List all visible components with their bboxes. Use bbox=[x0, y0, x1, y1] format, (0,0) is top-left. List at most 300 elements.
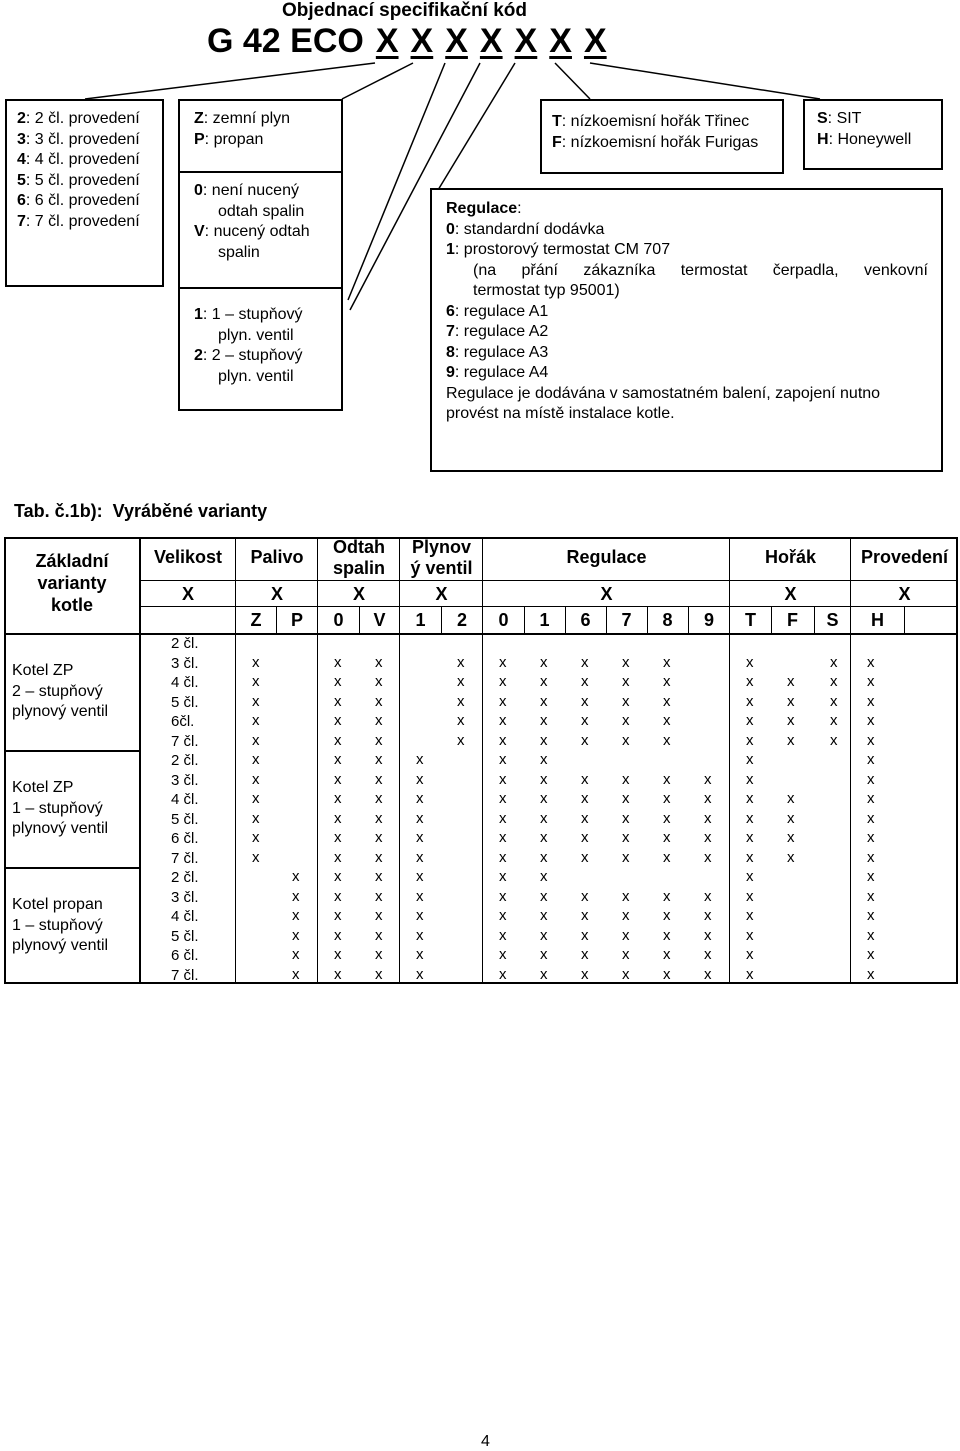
size-cell: 2 čl. bbox=[171, 752, 199, 769]
mark-cell: x bbox=[622, 712, 630, 729]
mark-cell: x bbox=[867, 926, 875, 944]
mark-cell: x bbox=[499, 770, 507, 788]
valve-1: 1: 1 – stupňový bbox=[194, 306, 303, 323]
mark-cell: x bbox=[746, 887, 754, 905]
mark-cell: x bbox=[334, 926, 342, 944]
spec-title: Objednací specifikační kód bbox=[282, 0, 527, 21]
mark-cell: x bbox=[375, 907, 383, 924]
mark-cell: x bbox=[704, 790, 712, 807]
mark-cell: x bbox=[867, 751, 875, 768]
mark-cell: x bbox=[499, 848, 507, 866]
box-regulace bbox=[430, 188, 943, 472]
mark-cell: x bbox=[581, 809, 589, 827]
mark-cell: x bbox=[375, 926, 383, 944]
provedeni-line-2: 2: 2 čl. provedení bbox=[17, 110, 140, 127]
mark-cell: x bbox=[416, 965, 424, 983]
mark-cell: x bbox=[416, 946, 424, 963]
mark-cell: x bbox=[663, 809, 671, 827]
size-cell: 4 čl. bbox=[171, 908, 199, 925]
mark-cell: x bbox=[252, 848, 260, 866]
mark-cell: x bbox=[581, 673, 589, 690]
mark-cell: x bbox=[663, 653, 671, 671]
provedeni-line-6: 6: 6 čl. provedení bbox=[17, 192, 140, 209]
regulace-1-note-a: (na přání zákazníka termostat čerpadla, venkovní bbox=[473, 261, 928, 279]
mark-cell: x bbox=[334, 731, 342, 749]
mark-cell: x bbox=[499, 673, 507, 690]
mark-cell: x bbox=[375, 692, 383, 710]
mark-cell: x bbox=[746, 946, 754, 963]
mark-cell: x bbox=[499, 809, 507, 827]
col-header-plynovy-a: Plynov bbox=[411, 537, 472, 557]
subcol-label-6: 6 bbox=[580, 610, 591, 630]
mark-cell: x bbox=[622, 965, 630, 983]
mark-cell: x bbox=[457, 692, 465, 710]
group-label-line: Kotel ZP bbox=[12, 779, 74, 796]
mark-cell: x bbox=[830, 712, 838, 729]
size-cell: 3 čl. bbox=[171, 771, 199, 789]
regulace-note-a: Regulace je dodávána v samostatném balení, zapojení nutno bbox=[446, 384, 881, 402]
col-header-odtah-a: Odtah bbox=[333, 537, 385, 557]
mark-cell: x bbox=[622, 653, 630, 671]
size-cell: 6 čl. bbox=[171, 947, 199, 964]
mark-cell: x bbox=[581, 692, 589, 710]
mark-cell: x bbox=[704, 829, 712, 846]
mark-cell: x bbox=[416, 887, 424, 905]
mark-cell: x bbox=[499, 731, 507, 749]
size-cell: 5 čl. bbox=[171, 927, 199, 945]
mark-cell: x bbox=[499, 712, 507, 729]
mark-cell: x bbox=[540, 887, 548, 905]
header-bottom-rule bbox=[4, 633, 958, 635]
mark-cell: x bbox=[416, 770, 424, 788]
basic-header-line: kotle bbox=[50, 595, 93, 615]
x-marker: X bbox=[435, 584, 448, 604]
divider bbox=[180, 171, 341, 173]
valve-2: 2: 2 – stupňový bbox=[194, 347, 303, 364]
mark-cell: x bbox=[252, 829, 260, 846]
divider bbox=[180, 287, 341, 289]
mark-cell: x bbox=[292, 887, 300, 905]
size-cell: 3 čl. bbox=[171, 654, 199, 672]
mark-cell: x bbox=[375, 868, 383, 885]
mark-cell: x bbox=[704, 887, 712, 905]
mark-cell: x bbox=[252, 809, 260, 827]
fuel-z: Z: zemní plyn bbox=[194, 110, 291, 127]
group-rule bbox=[4, 867, 140, 869]
mark-cell: x bbox=[499, 829, 507, 846]
regulace-title: Regulace: bbox=[446, 200, 522, 217]
mark-cell: x bbox=[457, 673, 465, 690]
mark-cell: x bbox=[252, 712, 260, 729]
mark-cell: x bbox=[746, 868, 754, 885]
mark-cell: x bbox=[746, 692, 754, 710]
mark-cell: x bbox=[499, 907, 507, 924]
subcol-label-H: H bbox=[871, 610, 884, 630]
mark-cell: x bbox=[499, 926, 507, 944]
mark-cell: x bbox=[416, 829, 424, 846]
mark-cell: x bbox=[334, 790, 342, 807]
mark-cell: x bbox=[622, 692, 630, 710]
subcol-label-T: T bbox=[745, 610, 756, 630]
mark-cell: x bbox=[581, 712, 589, 729]
x-marker: X bbox=[270, 584, 283, 604]
mark-cell: x bbox=[334, 673, 342, 690]
size-cell: 2 čl. bbox=[171, 869, 199, 886]
mark-cell: x bbox=[499, 965, 507, 983]
mark-cell: x bbox=[867, 907, 875, 924]
mark-cell: x bbox=[252, 653, 260, 671]
mark-cell: x bbox=[499, 653, 507, 671]
subcol-label-0: 0 bbox=[498, 610, 509, 630]
mark-cell: x bbox=[540, 868, 548, 885]
subcol-label-1: 1 bbox=[539, 610, 550, 630]
mark-cell: x bbox=[334, 751, 342, 768]
mark-cell: x bbox=[787, 731, 795, 749]
mark-cell: x bbox=[540, 946, 548, 963]
mark-cell: x bbox=[867, 809, 875, 827]
mark-cell: x bbox=[334, 770, 342, 788]
mark-cell: x bbox=[540, 731, 548, 749]
mark-cell: x bbox=[867, 887, 875, 905]
mark-cell: x bbox=[663, 829, 671, 846]
mark-cell: x bbox=[292, 868, 300, 885]
size-cell: 5 čl. bbox=[171, 810, 199, 828]
fuel-p: P: propan bbox=[194, 130, 264, 148]
mark-cell: x bbox=[581, 653, 589, 671]
mark-cell: x bbox=[663, 848, 671, 866]
header-rule bbox=[140, 606, 958, 607]
mark-cell: x bbox=[416, 907, 424, 924]
mark-cell: x bbox=[622, 790, 630, 807]
regulace-7: 7: regulace A2 bbox=[446, 323, 549, 340]
mark-cell: x bbox=[540, 712, 548, 729]
mark-cell: x bbox=[867, 790, 875, 807]
size-cell: 2 čl. bbox=[171, 635, 199, 652]
mark-cell: x bbox=[746, 712, 754, 729]
subcol-label-7: 7 bbox=[621, 610, 632, 630]
mark-cell: x bbox=[292, 946, 300, 963]
size-cell: 7 čl. bbox=[171, 849, 199, 867]
mark-cell: x bbox=[581, 926, 589, 944]
mark-cell: x bbox=[416, 868, 424, 885]
mark-cell: x bbox=[581, 946, 589, 963]
valve-1-cont: plyn. ventil bbox=[218, 326, 294, 344]
mark-cell: x bbox=[375, 731, 383, 749]
mark-cell: x bbox=[375, 790, 383, 807]
subcol-label-P: P bbox=[290, 610, 303, 630]
mark-cell: x bbox=[416, 809, 424, 827]
mark-cell: x bbox=[252, 751, 260, 768]
subcol-label-0: 0 bbox=[333, 610, 344, 630]
group-rule bbox=[4, 750, 140, 752]
mark-cell: x bbox=[746, 731, 754, 749]
size-cell: 6 čl. bbox=[171, 830, 199, 847]
page-number: 4 bbox=[481, 1433, 490, 1450]
col-header-plynovy-b: ý ventil bbox=[410, 558, 473, 578]
mark-cell: x bbox=[830, 692, 838, 710]
mark-cell: x bbox=[334, 848, 342, 866]
code-x-2: X bbox=[410, 22, 434, 60]
regulace-8: 8: regulace A3 bbox=[446, 343, 549, 361]
size-cell: 4 čl. bbox=[171, 674, 199, 691]
mark-cell: x bbox=[375, 887, 383, 905]
mark-cell: x bbox=[540, 692, 548, 710]
box-palivo bbox=[178, 99, 343, 411]
mark-cell: x bbox=[746, 848, 754, 866]
mark-cell: x bbox=[867, 673, 875, 690]
mark-cell: x bbox=[830, 673, 838, 690]
mark-cell: x bbox=[704, 965, 712, 983]
mark-cell: x bbox=[746, 809, 754, 827]
group-label-line: plynový ventil bbox=[12, 703, 109, 720]
mark-cell: x bbox=[746, 673, 754, 690]
group-label-line: 1 – stupňový bbox=[12, 916, 103, 934]
mark-cell: x bbox=[704, 907, 712, 924]
mark-cell: x bbox=[375, 673, 383, 690]
regulace-1: 1: prostorový termostat CM 707 bbox=[446, 241, 671, 258]
mark-cell: x bbox=[334, 692, 342, 710]
mark-cell: x bbox=[292, 907, 300, 924]
mark-cell: x bbox=[787, 848, 795, 866]
mark-cell: x bbox=[334, 712, 342, 729]
mark-cell: x bbox=[787, 673, 795, 690]
mark-cell: x bbox=[663, 712, 671, 729]
mark-cell: x bbox=[375, 946, 383, 963]
mark-cell: x bbox=[867, 770, 875, 788]
mark-cell: x bbox=[746, 653, 754, 671]
mark-cell: x bbox=[334, 907, 342, 924]
col-header-horak: Hořák bbox=[764, 547, 817, 567]
subcol-label-S: S bbox=[826, 610, 839, 630]
mark-cell: x bbox=[746, 829, 754, 846]
subcol-label-F: F bbox=[787, 610, 798, 630]
mark-cell: x bbox=[499, 868, 507, 885]
provedeni-line-5: 5: 5 čl. provedení bbox=[17, 171, 140, 189]
mark-cell: x bbox=[334, 946, 342, 963]
mark-cell: x bbox=[622, 926, 630, 944]
mark-cell: x bbox=[540, 926, 548, 944]
mark-cell: x bbox=[499, 692, 507, 710]
mark-cell: x bbox=[622, 907, 630, 924]
mark-cell: x bbox=[581, 907, 589, 924]
mark-cell: x bbox=[334, 965, 342, 983]
mark-cell: x bbox=[457, 731, 465, 749]
mark-cell: x bbox=[252, 770, 260, 788]
box-armatura bbox=[803, 99, 943, 170]
mark-cell: x bbox=[499, 751, 507, 768]
mark-cell: x bbox=[622, 829, 630, 846]
mark-cell: x bbox=[663, 731, 671, 749]
mark-cell: x bbox=[375, 751, 383, 768]
valve-list bbox=[194, 305, 303, 387]
regulace-note-b: provést na místě instalace kotle. bbox=[446, 405, 675, 422]
mark-cell: x bbox=[540, 848, 548, 866]
regulace-1-note-b: termostat typ 95001) bbox=[473, 282, 620, 299]
x-marker: X bbox=[600, 584, 613, 604]
mark-cell: x bbox=[663, 790, 671, 807]
mark-cell: x bbox=[867, 653, 875, 671]
group-label-line: plynový ventil bbox=[12, 937, 109, 954]
flue-v: V: nucený odtah bbox=[194, 223, 310, 240]
mark-cell: x bbox=[540, 770, 548, 788]
mark-cell: x bbox=[416, 751, 424, 768]
col-header-provedeni: Provedení bbox=[860, 547, 949, 567]
col-header-palivo: Palivo bbox=[250, 547, 304, 567]
mark-cell: x bbox=[622, 673, 630, 690]
mark-cell: x bbox=[867, 829, 875, 846]
flue-0: 0: není nucený bbox=[194, 182, 299, 199]
mark-cell: x bbox=[375, 712, 383, 729]
x-marker: X bbox=[898, 584, 911, 604]
mark-cell: x bbox=[334, 887, 342, 905]
mark-cell: x bbox=[581, 731, 589, 749]
mark-cell: x bbox=[622, 809, 630, 827]
mark-cell: x bbox=[622, 731, 630, 749]
mark-cell: x bbox=[704, 770, 712, 788]
mark-cell: x bbox=[581, 770, 589, 788]
group-label-line: Kotel propan bbox=[12, 896, 103, 913]
mark-cell: x bbox=[457, 653, 465, 671]
mark-cell: x bbox=[867, 731, 875, 749]
mark-cell: x bbox=[663, 946, 671, 963]
mark-cell: x bbox=[704, 946, 712, 963]
mark-cell: x bbox=[787, 829, 795, 846]
mark-cell: x bbox=[746, 926, 754, 944]
mark-cell: x bbox=[252, 731, 260, 749]
size-cell: 6čl. bbox=[171, 713, 195, 730]
fuel-list bbox=[194, 109, 290, 150]
code-x-6: X bbox=[549, 22, 572, 60]
group-label-line: plynový ventil bbox=[12, 820, 109, 837]
col-header-regulace: Regulace bbox=[566, 547, 647, 567]
mark-cell: x bbox=[787, 790, 795, 807]
group-label-line: Kotel ZP bbox=[12, 662, 74, 679]
mark-cell: x bbox=[622, 887, 630, 905]
mark-cell: x bbox=[416, 790, 424, 807]
size-cell: 7 čl. bbox=[171, 966, 199, 984]
mark-cell: x bbox=[292, 926, 300, 944]
code-x-4: X bbox=[479, 22, 503, 60]
mark-cell: x bbox=[581, 848, 589, 866]
flue-0-cont: odtah spalin bbox=[218, 202, 305, 220]
mark-cell: x bbox=[540, 809, 548, 827]
x-marker: X bbox=[181, 584, 194, 604]
basic-header-line: Základní bbox=[35, 551, 109, 571]
basic-header-line: varianty bbox=[37, 573, 107, 593]
mark-cell: x bbox=[787, 809, 795, 827]
code-x-7: X bbox=[583, 22, 607, 60]
mark-cell: x bbox=[252, 692, 260, 710]
mark-cell: x bbox=[746, 770, 754, 788]
x-marker: X bbox=[784, 584, 797, 604]
mark-cell: x bbox=[704, 848, 712, 866]
provedeni-line-4: 4: 4 čl. provedení bbox=[17, 151, 140, 168]
regulace-6: 6: regulace A1 bbox=[446, 302, 549, 320]
code-x-5: X bbox=[514, 22, 538, 60]
mark-cell: x bbox=[375, 653, 383, 671]
mark-cell: x bbox=[830, 653, 838, 671]
subcol-label-Z: Z bbox=[250, 610, 262, 630]
flue-v-cont: spalin bbox=[218, 243, 260, 261]
regulace-9: 9: regulace A4 bbox=[446, 364, 549, 381]
mark-cell: x bbox=[375, 770, 383, 788]
mark-cell: x bbox=[581, 829, 589, 846]
subcol-label-9: 9 bbox=[703, 610, 714, 630]
mark-cell: x bbox=[867, 965, 875, 983]
mark-cell: x bbox=[334, 809, 342, 827]
code-prefix: G 42 ECO bbox=[207, 22, 364, 60]
mark-cell: x bbox=[867, 692, 875, 710]
mark-cell: x bbox=[663, 965, 671, 983]
mark-cell: x bbox=[867, 946, 875, 963]
mark-cell: x bbox=[622, 848, 630, 866]
mark-cell: x bbox=[499, 790, 507, 807]
header-rule bbox=[140, 580, 958, 581]
subcol-label-2: 2 bbox=[456, 610, 467, 630]
mark-cell: x bbox=[746, 965, 754, 983]
group-label-line: 1 – stupňový bbox=[12, 799, 103, 817]
mark-cell: x bbox=[746, 790, 754, 807]
mark-cell: x bbox=[663, 907, 671, 924]
mark-cell: x bbox=[787, 712, 795, 729]
mark-cell: x bbox=[704, 926, 712, 944]
mark-cell: x bbox=[581, 965, 589, 983]
mark-cell: x bbox=[830, 731, 838, 749]
provedeni-line-7: 7: 7 čl. provedení bbox=[17, 212, 140, 230]
mark-cell: x bbox=[540, 790, 548, 807]
mark-cell: x bbox=[540, 829, 548, 846]
table-caption: Tab. č.1b): Vyráběné varianty bbox=[14, 501, 268, 521]
horak-t: T: nízkoemisní hořák Třinec bbox=[552, 113, 750, 130]
size-cell: 3 čl. bbox=[171, 888, 199, 906]
mark-cell: x bbox=[746, 751, 754, 768]
size-cell: 4 čl. bbox=[171, 791, 199, 808]
mark-cell: x bbox=[540, 653, 548, 671]
group-label-line: 2 – stupňový bbox=[12, 682, 103, 700]
mark-cell: x bbox=[416, 926, 424, 944]
mark-cell: x bbox=[540, 751, 548, 768]
regulace-0: 0: standardní dodávka bbox=[446, 220, 605, 238]
armatura-h: H: Honeywell bbox=[817, 130, 912, 148]
box-horak bbox=[540, 99, 784, 174]
mark-cell: x bbox=[252, 790, 260, 807]
mark-cell: x bbox=[663, 926, 671, 944]
mark-cell: x bbox=[334, 829, 342, 846]
mark-cell: x bbox=[540, 907, 548, 924]
provedeni-line-3: 3: 3 čl. provedení bbox=[17, 130, 140, 148]
horak-f: F: nízkoemisní hořák Furigas bbox=[552, 133, 759, 151]
x-marker: X bbox=[352, 584, 365, 604]
mark-cell: x bbox=[581, 790, 589, 807]
mark-cell: x bbox=[867, 848, 875, 866]
mark-cell: x bbox=[663, 673, 671, 690]
mark-cell: x bbox=[663, 887, 671, 905]
mark-cell: x bbox=[746, 907, 754, 924]
subcol-label-8: 8 bbox=[662, 610, 673, 630]
code-x-1: X bbox=[375, 22, 399, 60]
mark-cell: x bbox=[457, 712, 465, 729]
mark-cell: x bbox=[867, 712, 875, 729]
mark-cell: x bbox=[622, 770, 630, 788]
mark-cell: x bbox=[622, 946, 630, 963]
mark-cell: x bbox=[499, 887, 507, 905]
mark-cell: x bbox=[292, 965, 300, 983]
mark-cell: x bbox=[375, 809, 383, 827]
mark-cell: x bbox=[540, 965, 548, 983]
mark-cell: x bbox=[581, 887, 589, 905]
mark-cell: x bbox=[334, 653, 342, 671]
mark-cell: x bbox=[334, 868, 342, 885]
